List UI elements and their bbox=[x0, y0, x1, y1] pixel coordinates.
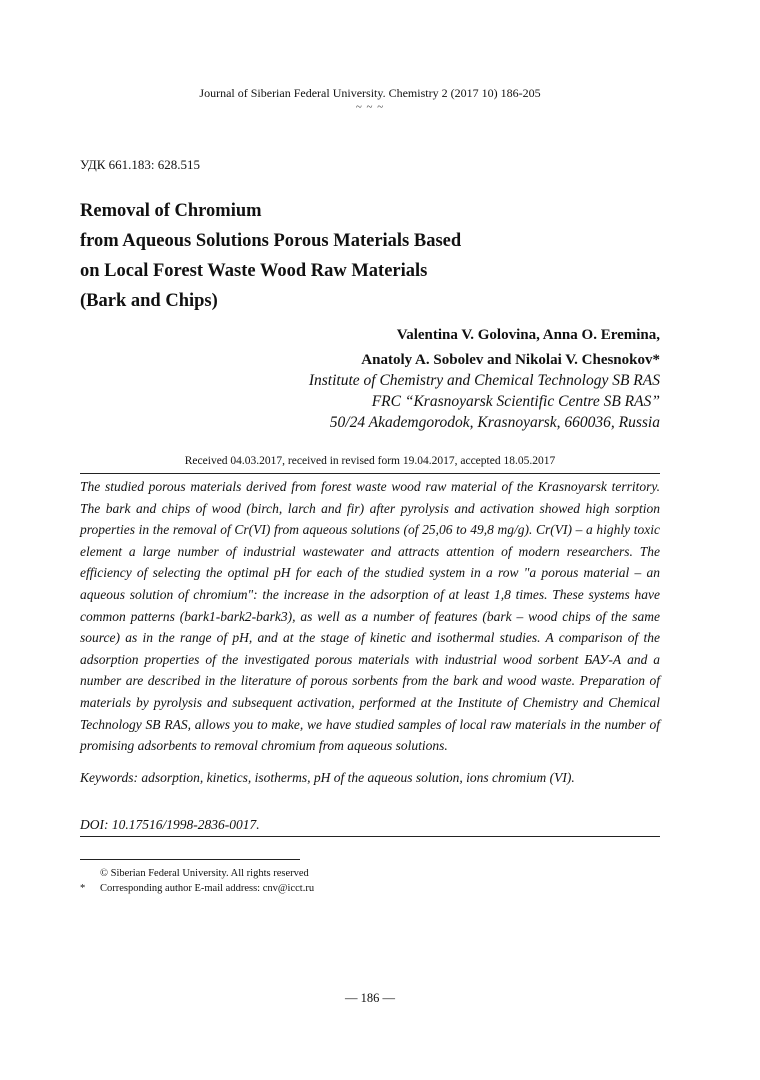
journal-header: Journal of Siberian Federal University. Chemistry 2 (2017 10) 186-205 bbox=[199, 86, 541, 100]
affiliation-line: Institute of Chemistry and Chemical Technology SB RAS bbox=[308, 372, 660, 389]
corresponding-email-text: Corresponding author E-mail address: cnv@icct.ru bbox=[100, 883, 315, 894]
affiliation-line: FRC “Krasnoyarsk Scientific Centre SB RAS” bbox=[371, 393, 660, 410]
title-line: on Local Forest Waste Wood Raw Materials bbox=[80, 261, 428, 281]
keywords: Keywords: adsorption, kinetics, isotherms, pH of the aqueous solution, ions chromium (VI). bbox=[80, 770, 575, 785]
authors-line: Valentina V. Golovina, Anna O. Eremina, bbox=[396, 327, 660, 343]
article-title bbox=[80, 196, 680, 316]
title-line: Removal of Chromium bbox=[80, 201, 262, 221]
received-dates: Received 04.03.2017, received in revised form 19.04.2017, accepted 18.05.2017 bbox=[184, 455, 556, 467]
header-ornament: ~ ~ ~ bbox=[355, 101, 385, 113]
authors-line: Anatoly A. Sobolev and Nikolai V. Chesnokov* bbox=[361, 352, 660, 368]
title-line: (Bark and Chips) bbox=[80, 291, 218, 311]
copyright-text: © Siberian Federal University. All rights reserved bbox=[100, 868, 309, 879]
affiliation-line: 50/24 Akademgorodok, Krasnoyarsk, 660036, Russia bbox=[329, 414, 660, 431]
abstract-bottom-rule bbox=[80, 836, 660, 837]
footnote-copyright bbox=[80, 867, 309, 881]
authors bbox=[361, 323, 660, 373]
abstract: The studied porous materials derived from forest waste wood raw material of the Krasnoyarsk territory. The bark and chips of wood (birch, larch and fir) after pyrolysis and activation showed high sorption properties in the removal of Cr(VI) from aqueous solutions (of 25,06 to 49,8 mg/g). Cr(VI) – a highly toxic element a large number of industrial wastewater and attracts attention of modern researchers. The efficiency of selecting the optimal pH for each of the studied system in a row "a porous material – an aqueous solution of chromium": the increase in the adsorption of at least 1,8 times. These systems have common patterns (bark1-bark2-bark3), as well as a number of features (bark – wood chips of the same source) as in the range of pH, and at the stage of kinetic and isothermal studies. A comparison of the adsorption properties of the investigated porous materials with industrial wood sorbent БАУ-А and a number are described in the literature of porous sorbents from the bark and wood waste. Preparation of materials by pyrolysis and subsequent activation, performed at the Institute of Chemistry and Chemical Technology SB RAS, allows you to make, we have studied samples of local raw materials in the number of promising adsorbents to removal chromium from aqueous solutions. bbox=[80, 479, 660, 754]
abstract-top-rule bbox=[80, 473, 660, 474]
title-line: from Aqueous Solutions Porous Materials Based bbox=[80, 231, 462, 251]
doi: DOI: 10.17516/1998-2836-0017. bbox=[80, 817, 260, 832]
asterisk-mark: * bbox=[80, 883, 86, 894]
footnote-corresponding bbox=[80, 882, 314, 896]
udk-code: УДК 661.183: 628.515 bbox=[80, 157, 201, 172]
footnote-rule bbox=[80, 859, 300, 860]
page-number: ― 186 ― bbox=[345, 991, 395, 1005]
affiliation bbox=[309, 370, 660, 433]
